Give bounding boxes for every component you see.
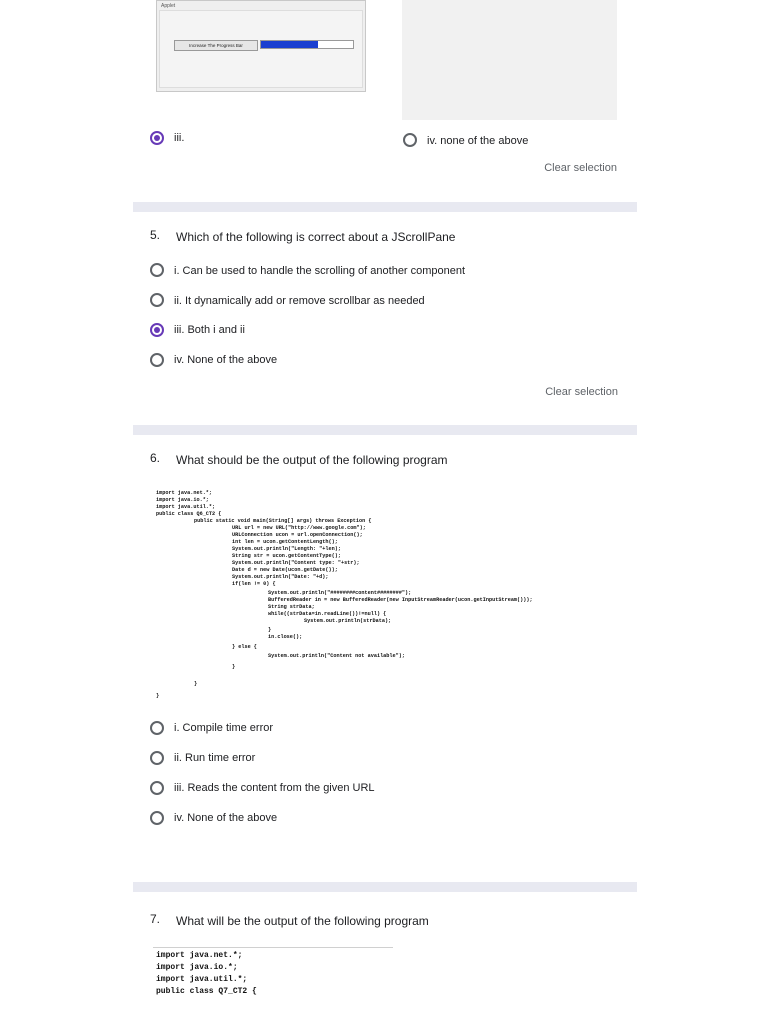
code-line: import java.io.*;: [156, 963, 238, 972]
q6-option-i-label: i. Compile time error: [174, 722, 274, 734]
code-line: URL url = new URL("http://www.google.com");: [232, 525, 366, 531]
q5-number: 5.: [150, 228, 161, 242]
q6-title: What should be the output of the following program: [176, 453, 448, 467]
q4-clear-selection[interactable]: Clear selection: [544, 162, 617, 174]
code-line: public static void main(String[] args) throws Exception {: [194, 518, 372, 524]
code-line: } else {: [232, 644, 257, 650]
code-line: in.close();: [268, 634, 303, 640]
code-line: import java.net.*;: [156, 490, 213, 496]
question-5-card: [133, 212, 637, 422]
applet-title: Applet: [161, 3, 176, 9]
separator-2: [133, 425, 637, 435]
q4-option-iv-label: iv. none of the above: [427, 135, 529, 147]
separator-1: [133, 202, 637, 212]
code-line: import java.net.*;: [156, 951, 243, 960]
q4-radio-iv[interactable]: [403, 133, 417, 147]
code-line: String str = ucon.getContentType();: [232, 553, 341, 559]
code-line: }: [156, 693, 160, 699]
option-image-iii: [156, 0, 366, 92]
progress-bar: [260, 40, 354, 49]
q6-number: 6.: [150, 451, 161, 465]
code-line: Date d = new Date(ucon.getDate());: [232, 567, 338, 573]
q6-radio-iii[interactable]: [150, 781, 164, 795]
q5-option-iv-label: iv. None of the above: [174, 354, 278, 366]
q5-option-i-label: i. Can be used to handle the scrolling of another component: [174, 265, 466, 277]
code-line: while((strData=in.readLine())!=null) {: [268, 611, 387, 617]
code-line: import java.io.*;: [156, 497, 209, 503]
q5-option-ii-label: ii. It dynamically add or remove scrollbar as needed: [174, 295, 425, 307]
q6-radio-iv[interactable]: [150, 811, 164, 825]
code-line: if(len != 0) {: [232, 581, 276, 587]
question-6-card: [133, 435, 637, 877]
q6-option-iii-label: iii. Reads the content from the given URL: [174, 782, 375, 794]
option-image-iv: [402, 0, 617, 120]
q6-radio-i[interactable]: [150, 721, 164, 735]
code-line: System.out.println("Length: "+len);: [232, 546, 341, 552]
code-line: }: [232, 664, 236, 670]
code-line: public class Q7_CT2 {: [156, 987, 257, 996]
q6-option-ii-label: ii. Run time error: [174, 752, 256, 764]
code-line: import java.util.*;: [156, 504, 216, 510]
code-line: System.out.println("Date: "+d);: [232, 574, 329, 580]
q5-radio-iv[interactable]: [150, 353, 164, 367]
question-7-card: [133, 892, 637, 1024]
code-line: System.out.println("########content########");: [268, 590, 412, 596]
q5-radio-i[interactable]: [150, 263, 164, 277]
question-4-card: [133, 0, 637, 195]
code-line: System.out.println("Content type: "+str);: [232, 560, 360, 566]
q7-title: What will be the output of the following program: [176, 914, 429, 928]
q4-radio-iii[interactable]: [150, 131, 164, 145]
code-line: URLConnection ucon = url.openConnection();: [232, 532, 363, 538]
code-line: System.out.println("Content not available");: [268, 653, 405, 659]
code-line: String strData;: [268, 604, 315, 610]
q5-title: Which of the following is correct about a JScrollPane: [176, 230, 456, 244]
q5-option-iii-label: iii. Both i and ii: [174, 324, 245, 336]
code-line: int len = ucon.getContentLength();: [232, 539, 338, 545]
q7-number: 7.: [150, 912, 161, 926]
code-line: public class Q6_CT2 {: [156, 511, 222, 517]
q5-clear-selection[interactable]: Clear selection: [545, 386, 618, 398]
separator-3: [133, 882, 637, 892]
code-line: System.out.println(strData);: [304, 618, 392, 624]
code-line: BufferedReader in = new BufferedReader(new InputStreamReader(ucon.getInputStream()));: [268, 597, 533, 603]
code-line: }: [194, 681, 198, 687]
code-line: import java.util.*;: [156, 975, 248, 984]
q5-radio-iii[interactable]: [150, 323, 164, 337]
progress-bar-fill: [261, 41, 318, 48]
q5-radio-ii[interactable]: [150, 293, 164, 307]
code-line: }: [268, 627, 272, 633]
q6-radio-ii[interactable]: [150, 751, 164, 765]
increase-progress-button: Increase The Progress Bar: [174, 40, 258, 51]
code-image-top-border: [153, 947, 393, 948]
q4-option-iii-label: iii.: [174, 132, 185, 144]
applet-content: [159, 10, 363, 88]
q6-option-iv-label: iv. None of the above: [174, 812, 278, 824]
